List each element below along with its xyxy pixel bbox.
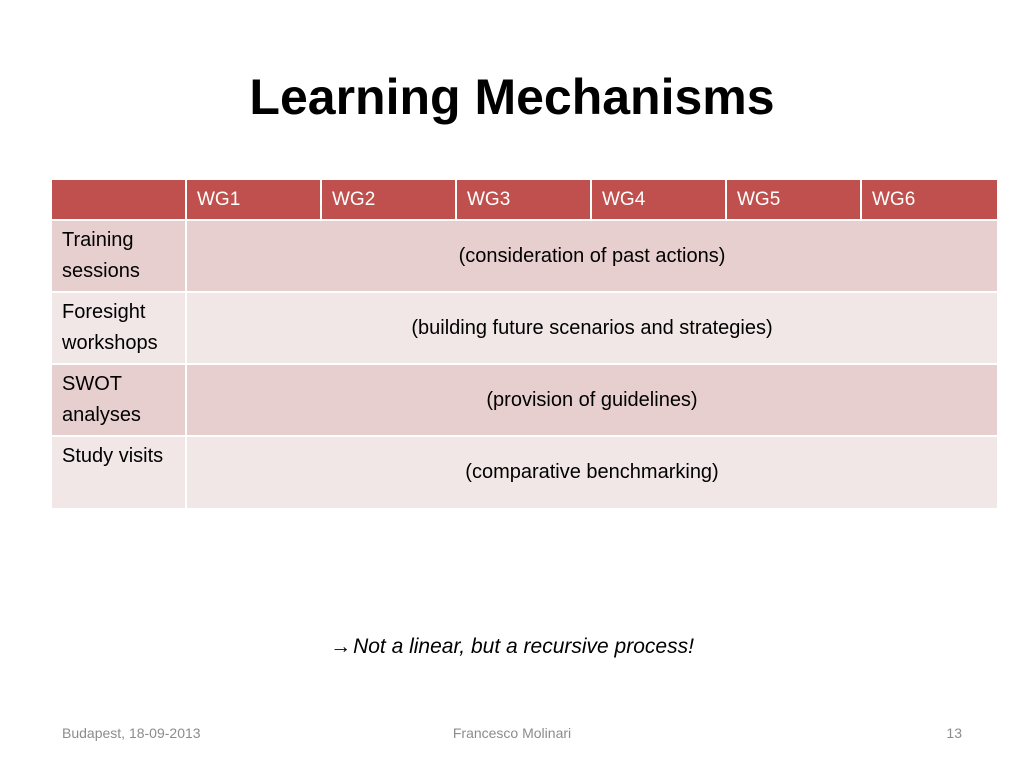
table-row xyxy=(52,436,997,508)
table-row xyxy=(52,364,997,436)
row-label: Training sessions xyxy=(52,220,186,292)
footer-page-number: 13 xyxy=(946,725,962,741)
row-content: (provision of guidelines) xyxy=(186,364,997,436)
row-label: Study visits xyxy=(52,436,186,508)
process-note xyxy=(0,632,1024,662)
header-cell-wg3: WG3 xyxy=(456,180,591,220)
note-text: Not a linear, but a recursive process! xyxy=(353,635,694,658)
row-content: (consideration of past actions) xyxy=(186,220,997,292)
row-content: (building future scenarios and strategies) xyxy=(186,292,997,364)
header-cell-wg5: WG5 xyxy=(726,180,861,220)
slide-title: Learning Mechanisms xyxy=(249,69,775,125)
header-cell-empty xyxy=(52,180,186,220)
row-content: (comparative benchmarking) xyxy=(186,436,997,508)
header-cell-wg2: WG2 xyxy=(321,180,456,220)
table-header-row xyxy=(52,180,997,220)
header-cell-wg6: WG6 xyxy=(861,180,997,220)
mechanisms-table xyxy=(52,180,997,508)
arrow-right-icon: → xyxy=(330,635,352,658)
header-cell-wg1: WG1 xyxy=(186,180,321,220)
table-row xyxy=(52,220,997,292)
row-label: Foresight workshops xyxy=(52,292,186,364)
row-label: SWOT analyses xyxy=(52,364,186,436)
footer-author: Francesco Molinari xyxy=(452,725,572,741)
footer-date: Budapest, 18-09-2013 xyxy=(62,725,201,741)
header-cell-wg4: WG4 xyxy=(591,180,726,220)
table-row xyxy=(52,292,997,364)
